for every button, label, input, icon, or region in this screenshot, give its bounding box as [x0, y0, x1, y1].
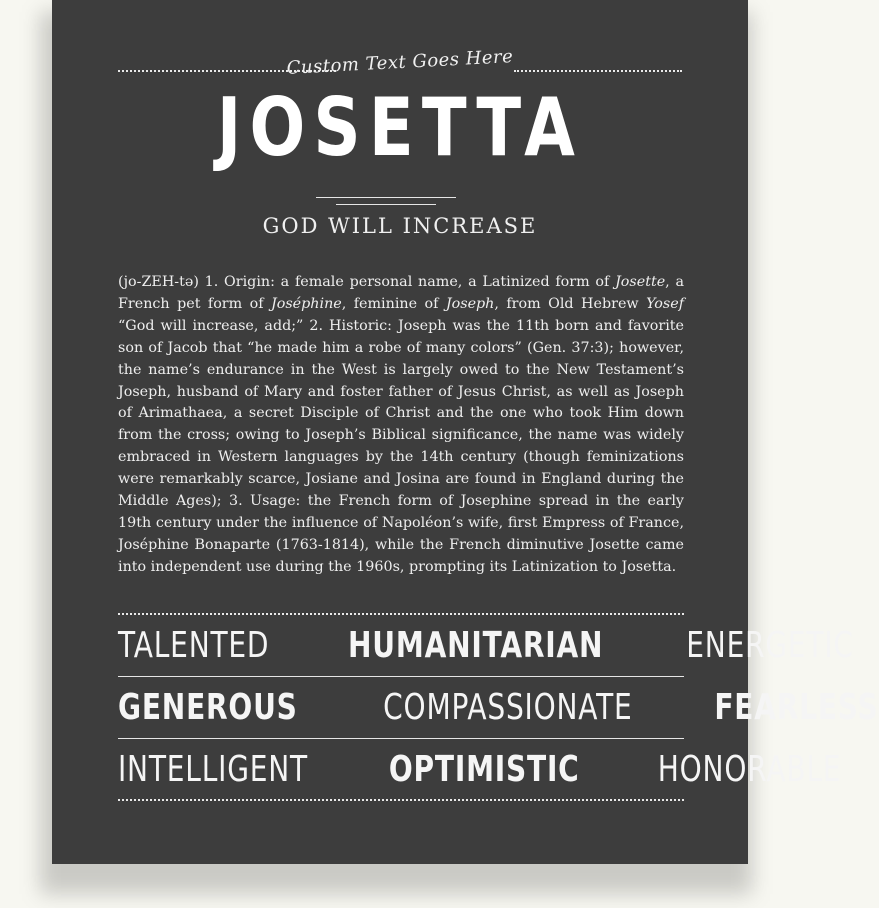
definition-part: , feminine of	[341, 295, 446, 312]
trait-row-3	[118, 746, 842, 794]
title-underline-top	[316, 197, 456, 198]
definition-italic: Joseph	[445, 295, 495, 312]
trait-word: HONORABLE	[657, 749, 842, 790]
name-meaning: GOD WILL INCREASE	[262, 214, 538, 238]
trait-word: ENERGETIC	[686, 625, 855, 666]
top-right-dotted-divider	[514, 70, 682, 72]
trait-row-separator-2	[118, 738, 684, 739]
trait-word: OPTIMISTIC	[388, 749, 580, 790]
definition-part: (jo-ZEH-tə) 1. Origin: a female personal name, a Latinized form of	[118, 274, 616, 290]
trait-row-separator-1	[118, 676, 684, 677]
trait-row-2	[118, 684, 879, 732]
trait-word: FEARLESS	[714, 687, 879, 728]
trait-word: HUMANITARIAN	[348, 625, 604, 666]
trait-row-1	[118, 622, 855, 670]
poster-name-title: JOSETTA	[216, 81, 584, 174]
traits-top-dotted-divider	[118, 613, 684, 615]
trait-word: GENEROUS	[118, 687, 298, 728]
custom-text: Custom Text Goes Here	[286, 46, 514, 79]
definition-part: , a French pet form of	[118, 274, 684, 312]
name-poster	[52, 0, 879, 864]
definition-italic: Yosef	[646, 295, 684, 312]
traits-bottom-dotted-divider	[118, 799, 684, 801]
title-underline-bottom	[336, 204, 436, 205]
trait-word: INTELLIGENT	[118, 749, 308, 790]
definition-part: , from Old Hebrew	[494, 295, 647, 312]
trait-word: COMPASSIONATE	[383, 687, 633, 728]
definition-part: “God will increase, add;” 2. Historic: Joseph was the 11th born and favorite son of Jacob that “he made him a robe of many colors” (Gen. 37:3); however, the name’s endurance in the West is largely owed to the New Testament’s Joseph, husband of Mary and foster father of Jesus Christ, as well as Joseph of Arimathaea, a secret Disciple of Christ and the one who took Him down from the cross; owing to Joseph’s Biblical significance, the name was widely embraced in Western languages by the 14th century (though feminizations were remarkably scarce, Josiane and Josina are found in England during the Middle Ages); 3. Usage: the French form of Josephine spread in the early 19th century under the influence of Napoléon’s wife, first Empress of France, Joséphine Bonaparte (1763-1814), while the French diminutive Josette came into independent use during the 1960s, prompting its Latinization to Josetta.	[118, 317, 684, 575]
name-definition	[118, 272, 684, 579]
definition-italic: Joséphine	[271, 295, 342, 312]
definition-italic: Josette	[615, 274, 666, 290]
trait-word: TALENTED	[118, 625, 270, 666]
